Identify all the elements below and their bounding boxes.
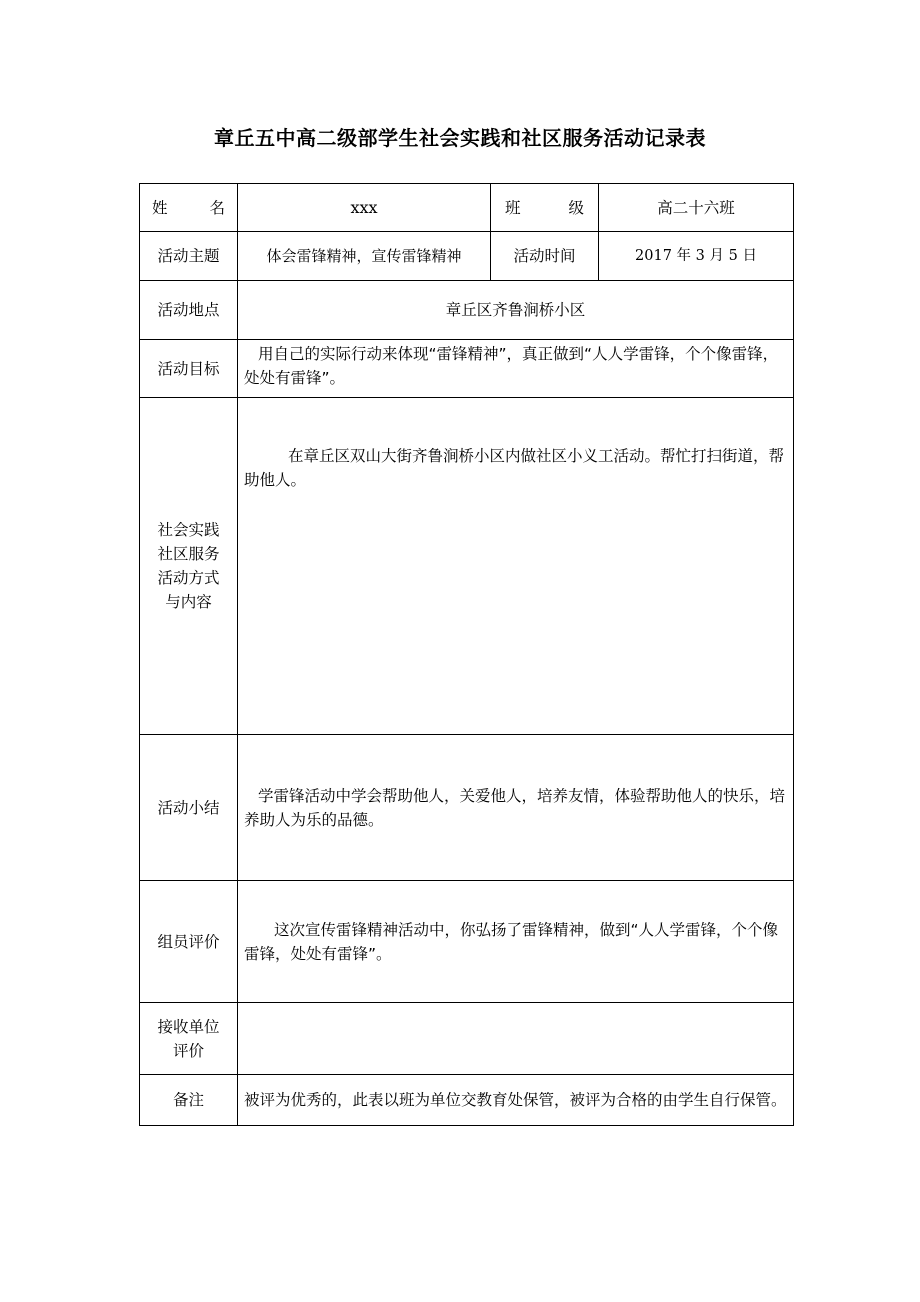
note-cell <box>238 1075 794 1126</box>
peer-cell <box>238 881 794 1003</box>
receiver-value <box>238 1003 794 1075</box>
place-label: 活动地点 <box>140 281 238 340</box>
class-label-char-2: 级 <box>568 198 584 217</box>
time-value: 2017 年 3 月 5 日 <box>599 232 794 281</box>
row-peer <box>140 881 794 1003</box>
activity-record-table <box>139 183 794 1126</box>
peer-label: 组员评价 <box>140 881 238 1003</box>
name-label-char-2: 名 <box>209 198 225 217</box>
place-value: 章丘区齐鲁涧桥小区 <box>238 281 794 340</box>
goal-label: 活动目标 <box>140 340 238 398</box>
summary-label: 活动小结 <box>140 735 238 881</box>
theme-value: 体会雷锋精神，宣传雷锋精神 <box>238 232 491 281</box>
content-label-line-2: 社区服务 <box>157 545 220 563</box>
peer-value: 这次宣传雷锋精神活动中，你弘扬了雷锋精神，做到“人人学雷锋，个个像雷锋，处处有雷锋”。 <box>244 920 779 963</box>
theme-label: 活动主题 <box>140 232 238 281</box>
content-label-line-1: 社会实践 <box>157 521 220 539</box>
time-label: 活动时间 <box>491 232 599 281</box>
row-goal <box>140 340 794 398</box>
name-value: xxx <box>238 184 491 232</box>
row-content <box>140 398 794 735</box>
content-label-line-3: 活动方式 <box>157 569 220 587</box>
summary-value: 学雷锋活动中学会帮助他人，关爱他人，培养友情，体验帮助他人的快乐，培养助人为乐的品德。 <box>244 786 786 829</box>
page-title: 章丘五中高二级部学生社会实践和社区服务活动记录表 <box>214 126 706 150</box>
row-receiver <box>140 1003 794 1075</box>
class-value: 高二十六班 <box>599 184 794 232</box>
note-label: 备注 <box>140 1075 238 1126</box>
goal-value: 用自己的实际行动来体现“雷锋精神”，真正做到“人人学雷锋，个个像雷锋，处处有雷锋”。 <box>244 345 779 387</box>
row-summary <box>140 735 794 881</box>
class-label-char-1: 班 <box>505 198 521 217</box>
content-value: 在章丘区双山大街齐鲁涧桥小区内做社区小义工活动。帮忙打扫街道，帮助他人。 <box>244 447 785 489</box>
receiver-label-cell <box>140 1003 238 1075</box>
row-theme <box>140 232 794 281</box>
name-label-char-1: 姓 <box>152 198 168 217</box>
receiver-label-line-1: 接收单位 <box>157 1017 220 1036</box>
class-label-cell <box>491 184 599 232</box>
content-cell <box>238 398 794 735</box>
name-label-cell <box>140 184 238 232</box>
content-label-cell <box>140 398 238 735</box>
note-value: 被评为优秀的，此表以班为单位交教育处保管，被评为合格的由学生自行保管。 <box>244 1091 787 1109</box>
content-label-line-4: 与内容 <box>165 593 212 611</box>
receiver-label-line-2: 评价 <box>172 1041 204 1060</box>
row-place <box>140 281 794 340</box>
row-note <box>140 1075 794 1126</box>
goal-cell <box>238 340 794 398</box>
summary-cell <box>238 735 794 881</box>
row-name <box>140 184 794 232</box>
